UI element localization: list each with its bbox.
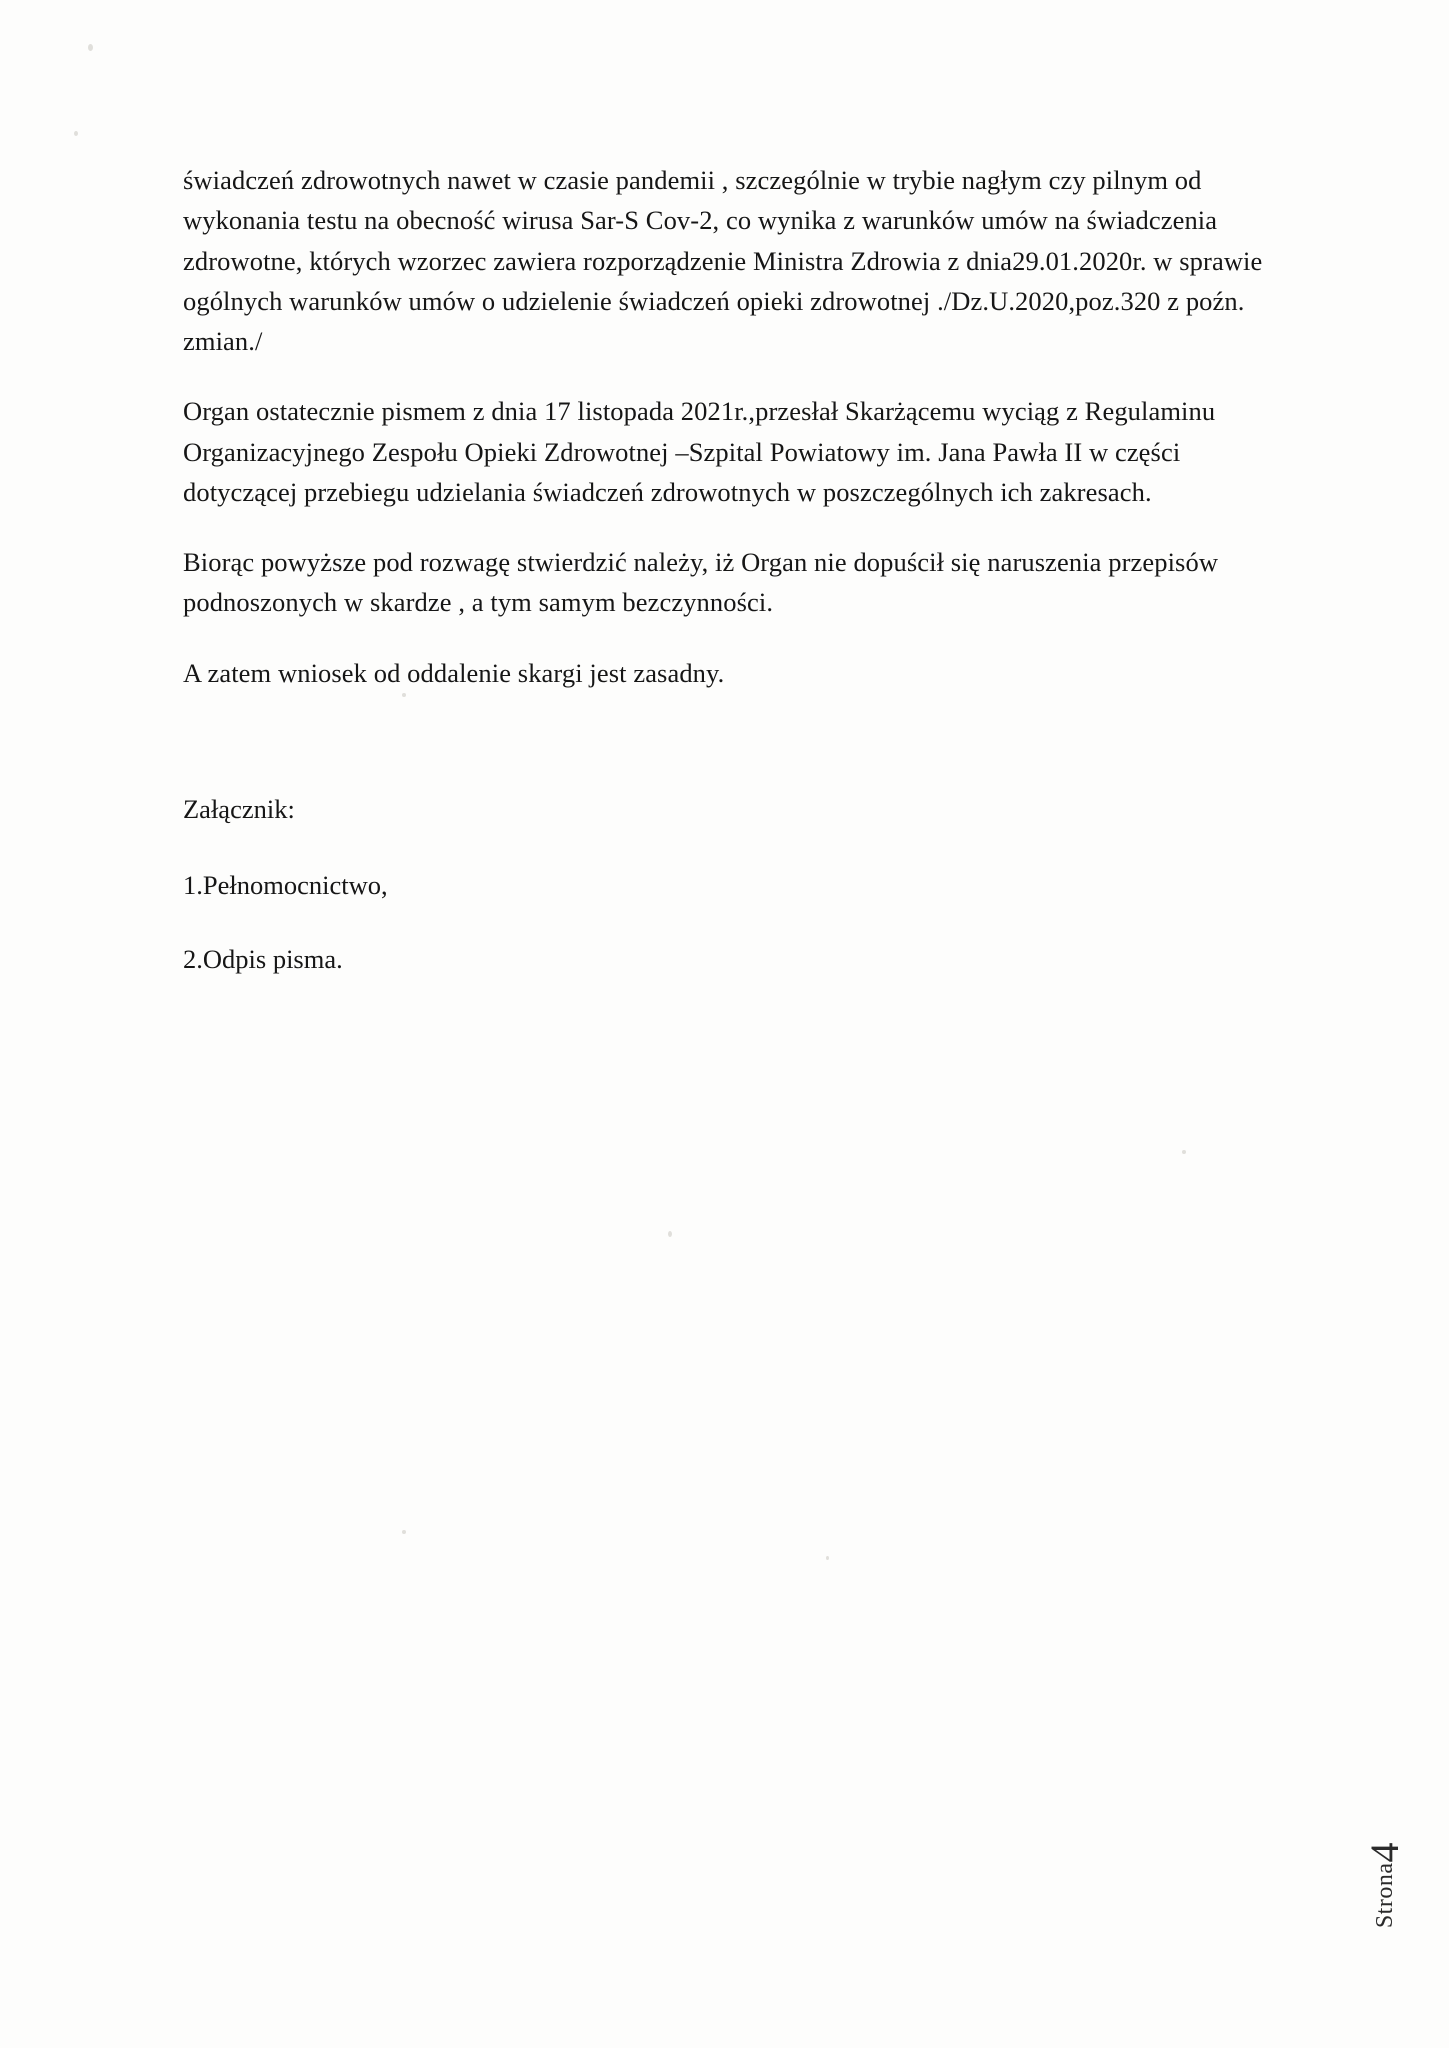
scan-speckle	[74, 131, 78, 136]
paragraph-3: Biorąc powyższe pod rozwagę stwierdzić należy, iż Organ nie dopuścił się naruszenia przepisów podnoszonych w skardze , a tym samym bezczynności.	[183, 547, 1219, 618]
scan-speckle	[402, 693, 406, 697]
attachments-heading: Załącznik:	[183, 794, 295, 824]
document-body	[183, 160, 1288, 693]
page-number-value: 4	[1362, 1841, 1407, 1863]
attachment-item-2: 2.Odpis pisma.	[183, 943, 343, 974]
attachments-section	[183, 790, 983, 1013]
paragraph-4: A zatem wniosek od oddalenie skargi jest zasadny.	[183, 657, 725, 688]
page-label: Strona	[1372, 1862, 1398, 1928]
scan-speckle	[668, 1231, 672, 1237]
scan-speckle	[88, 44, 93, 51]
paragraph-1: świadczeń zdrowotnych nawet w czasie pandemii , szczególnie w trybie nagłym czy pilnym od wykonania testu na obecność wirusa Sar-S Cov-2, co wynika z warunków umów na świadczenia zdrowotne, których wzorzec zawiera rozporządzenie Ministra Zdrowia z dnia29.01.2020r. w sprawie ogólnych warunków umów o udzielenie świadczeń opieki zdrowotnej ./Dz.U.2020,poz.320 z poźn. zmian./	[183, 165, 1263, 357]
page-footer	[1362, 1841, 1407, 1928]
scan-speckle	[826, 1556, 829, 1560]
scan-speckle	[1182, 1150, 1186, 1154]
attachment-item-1: 1.Pełnomocnictwo,	[183, 869, 388, 900]
scan-speckle	[402, 1530, 406, 1534]
paragraph-2: Organ ostatecznie pismem z dnia 17 listopada 2021r.,przesłał Skarżącemu wyciąg z Regulaminu Organizacyjnego Zespołu Opieki Zdrowotnej –Szpital Powiatowy im. Jana Pawła II w części dotyczącej przebiegu udzielania świadczeń zdrowotnych w poszczególnych ich zakresach.	[183, 396, 1216, 507]
